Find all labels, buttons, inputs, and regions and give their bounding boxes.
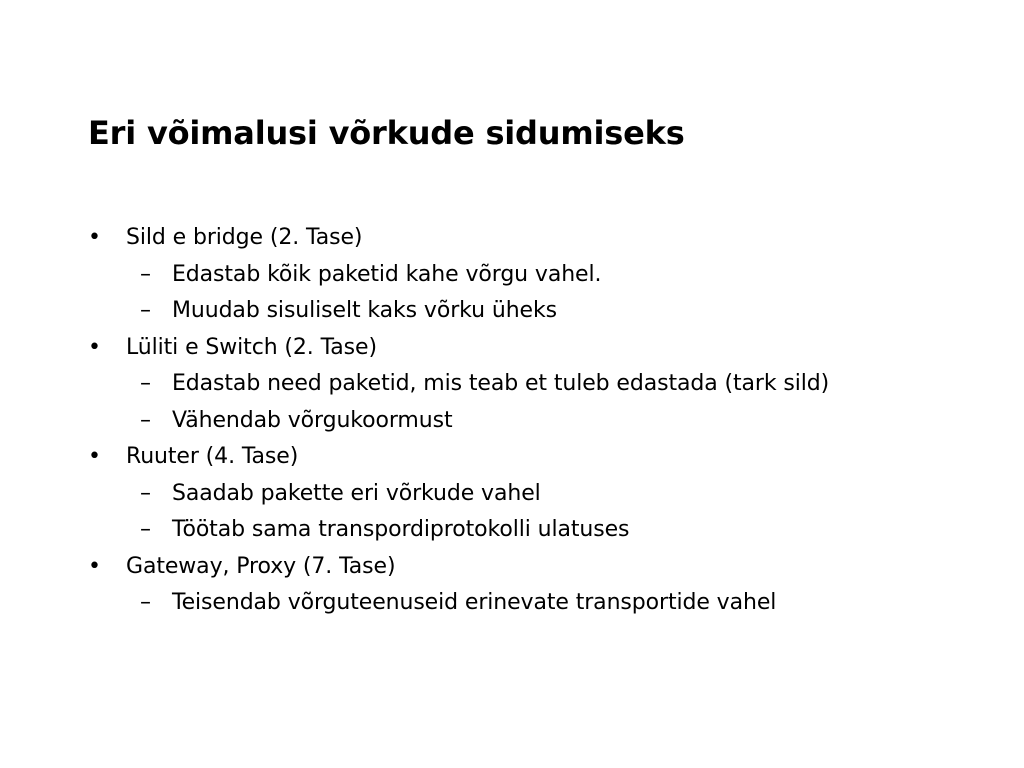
bullet-text: Lüliti e Switch (2. Tase) [126, 334, 377, 360]
sub-item [126, 297, 948, 325]
sub-item [126, 261, 948, 289]
sub-item [126, 370, 924, 398]
sub-item-text: Edastab kõik paketid kahe võrgu vahel. [172, 261, 602, 287]
sub-item-text: Teisendab võrguteenuseid erinevate transportide vahel [172, 590, 777, 615]
sub-item-text: Vähendab võrgukoormust [172, 407, 453, 433]
bullet-icon: • [88, 225, 101, 250]
bullet-text: Gateway, Proxy (7. Tase) [126, 553, 396, 579]
sub-item-text: Saadab pakette eri võrkude vahel [172, 480, 541, 506]
bullet-item-router [88, 443, 948, 544]
slide-title: Eri võimalusi võrkude sidumiseks [88, 114, 685, 152]
bullet-icon: • [88, 553, 101, 579]
bullet-text: Ruuter (4. Tase) [126, 444, 299, 469]
bullet-list [88, 224, 948, 617]
dash-icon: – [140, 480, 151, 506]
sub-item-text: Töötab sama transpordiprotokolli ulatuses [172, 517, 630, 542]
sub-item [126, 589, 948, 617]
bullet-item-switch [88, 334, 948, 435]
bullet-icon: • [88, 444, 101, 469]
sub-list [126, 589, 948, 617]
bullet-item-bridge [88, 224, 948, 325]
dash-icon: – [140, 298, 151, 323]
dash-icon: – [140, 590, 151, 615]
sub-item [126, 516, 948, 544]
dash-icon: – [140, 371, 151, 396]
bullet-icon: • [88, 334, 101, 360]
sub-item-text: Edastab need paketid, mis teab et tuleb edastada (tark sild) [172, 371, 830, 396]
sub-list [126, 370, 948, 435]
sub-item [126, 480, 948, 508]
sub-item-text: Muudab sisuliselt kaks võrku üheks [172, 298, 557, 323]
dash-icon: – [140, 261, 151, 287]
sub-item [126, 407, 948, 435]
bullet-text: Sild e bridge (2. Tase) [126, 225, 363, 250]
sub-list [126, 480, 948, 545]
bullet-item-gateway [88, 553, 948, 618]
dash-icon: – [140, 407, 151, 433]
sub-list [126, 261, 948, 326]
dash-icon: – [140, 517, 151, 542]
